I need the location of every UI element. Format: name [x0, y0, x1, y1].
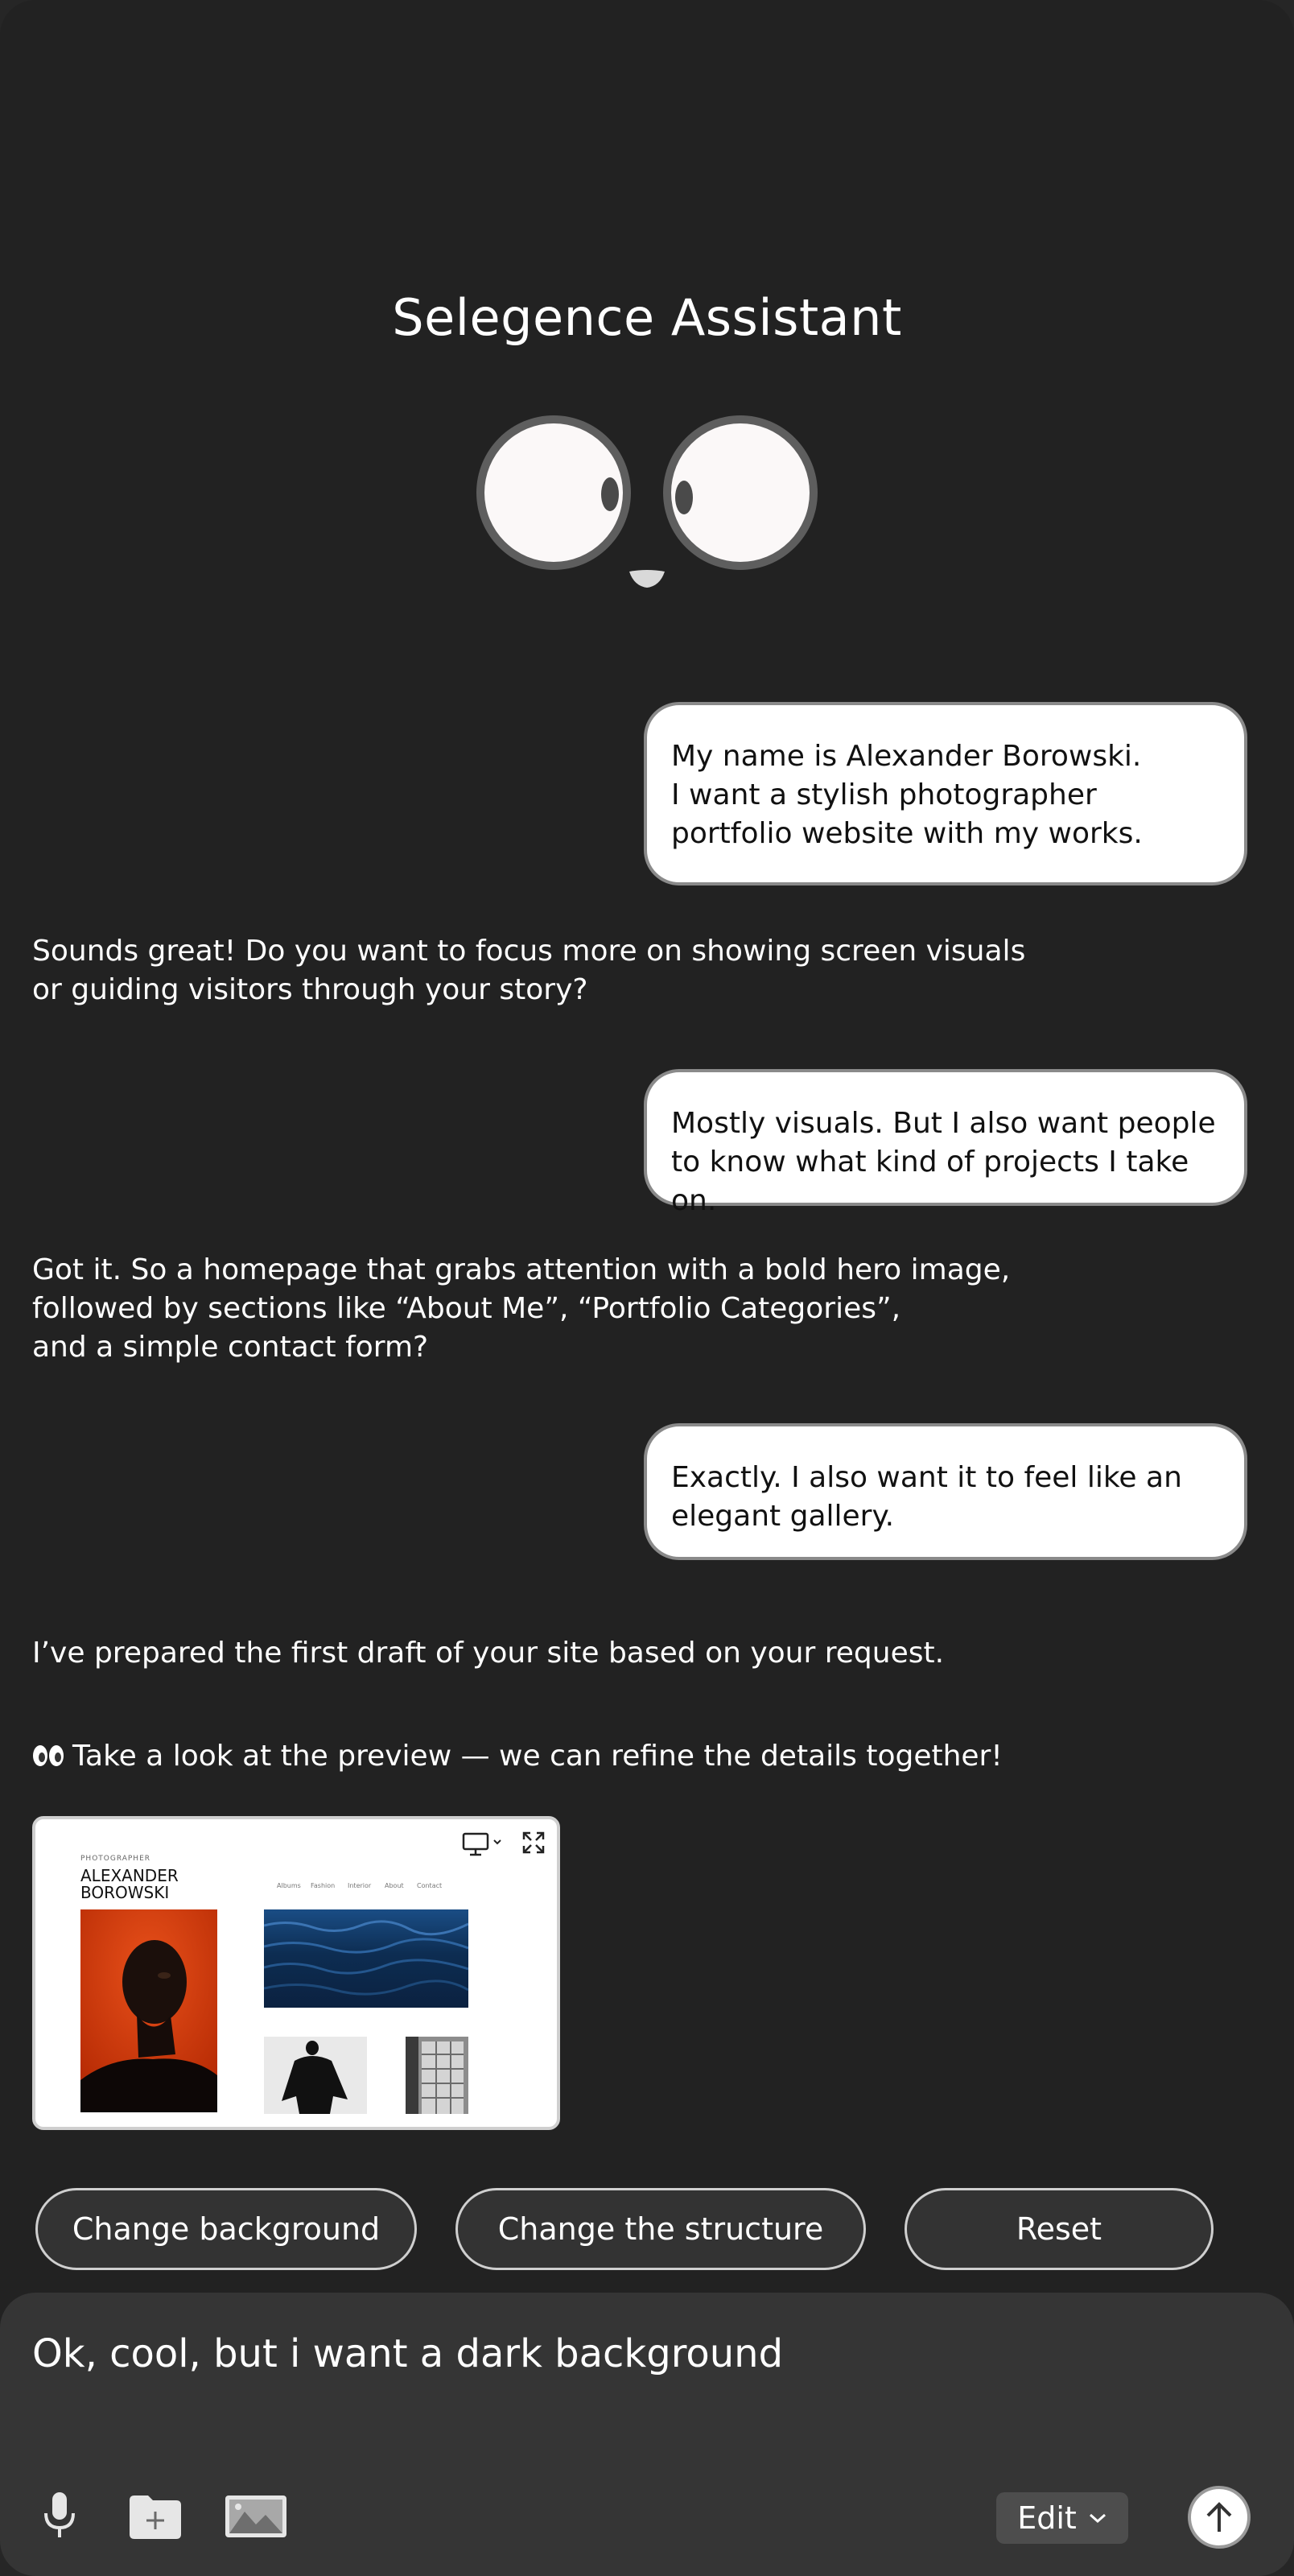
desktop-icon[interactable] [462, 1831, 505, 1858]
reset-chip[interactable]: Reset [905, 2188, 1214, 2270]
arrow-up-icon [1203, 2500, 1235, 2535]
change-background-chip[interactable]: Change background [35, 2188, 417, 2270]
eyes-emoji-icon [32, 1743, 64, 1769]
assistant-message: Sounds great! Do you want to focus more on showing screen visuals or guiding visitors through your story? [32, 935, 1026, 1006]
preview-nav-fashion: Fashion [311, 1882, 336, 1889]
chevron-down-icon [1088, 2512, 1107, 2524]
preview-architecture-photo [406, 2037, 468, 2114]
mode-label: Edit [1017, 2500, 1077, 2536]
preview-hero-portrait [80, 1909, 217, 2112]
user-message: Exactly. I also want it to feel like an elegant gallery. [644, 1423, 1247, 1560]
preview-nav-interior: Interior [348, 1882, 372, 1889]
user-message: My name is Alexander Borowski. I want a stylish photographer portfolio website with my works. [644, 702, 1247, 886]
preview-nav-albums: Albums [277, 1882, 301, 1889]
preview-kicker: PHOTOGRAPHER [80, 1855, 151, 1863]
folder-add-icon[interactable] [127, 2492, 183, 2541]
page-title: Selegence Assistant [392, 288, 902, 347]
mascot-eyes-icon [472, 411, 822, 592]
preview-nav-contact: Contact [417, 1882, 443, 1889]
user-message: Mostly visuals. But I also want people to know what kind of projects I take on. [644, 1069, 1247, 1206]
preview-ocean-photo [264, 1909, 468, 2008]
send-button[interactable] [1188, 2486, 1251, 2549]
assistant-message [32, 1699, 1003, 1776]
assistant-message: Got it. So a homepage that grabs attention with a bold hero image, followed by sections like “About Me”, “Portfolio Categories”, and a simple contact form? [32, 1253, 1011, 1364]
message-composer [0, 2293, 1294, 2576]
preview-nav-about: About [385, 1882, 404, 1889]
preview-fashion-photo [264, 2037, 367, 2114]
change-structure-chip[interactable]: Change the structure [455, 2188, 866, 2270]
site-preview-card[interactable] [32, 1816, 560, 2130]
assistant-message: I’ve prepared the first draft of your site based on your request. [32, 1637, 945, 1670]
message-input[interactable]: Ok, cool, but i want a dark background [32, 2331, 784, 2376]
expand-icon[interactable] [521, 1831, 546, 1855]
mode-dropdown[interactable] [996, 2492, 1128, 2544]
image-icon[interactable] [224, 2492, 288, 2541]
assistant-message-text: Take a look at the preview — we can refine the details together! [72, 1740, 1003, 1773]
microphone-icon[interactable] [42, 2491, 77, 2541]
preview-site-name: ALEXANDER BOROWSKI [80, 1866, 179, 1902]
